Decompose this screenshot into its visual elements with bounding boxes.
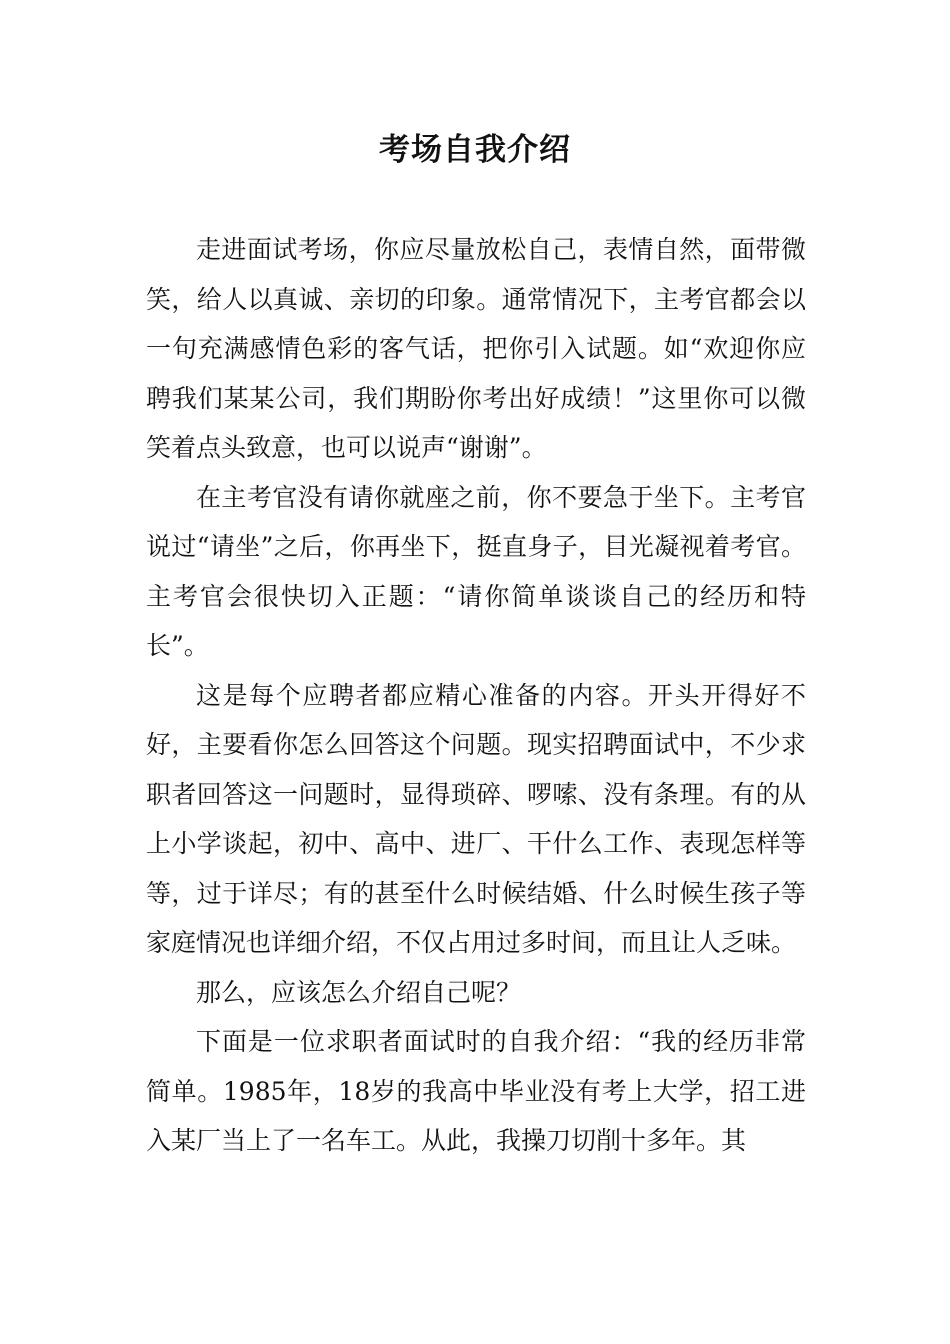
paragraph: 走进面试考场，你应尽量放松自己，表情自然，面带微笑，给人以真诚、亲切的印象。通常情况下，主考官都会以一句充满感情色彩的客气话，把你引入试题。如“欢迎你应聘我们某某公司，我们期盼你考出好成绩！”这里你可以微笑着点头致意，也可以说声“谢谢”。 bbox=[146, 235, 806, 462]
document-body bbox=[146, 225, 806, 1166]
paragraph: 那么，应该怎么介绍自己呢？ bbox=[196, 977, 522, 1007]
paragraph: 下面是一位求职者面试时的自我介绍：“我的经历非常简单。1985年，18岁的我高中毕业没有考上大学，招工进入某厂当上了一名车工。从此，我操刀切削十多年。其 bbox=[146, 1027, 806, 1155]
paragraph: 在主考官没有请你就座之前，你不要急于坐下。主考官说过“请坐”之后，你再坐下，挺直身子，目光凝视着考官。主考官会很快切入正题：“请你简单谈谈自己的经历和特长”。 bbox=[146, 482, 806, 660]
paragraph: 这是每个应聘者都应精心准备的内容。开头开得好不好，主要看你怎么回答这个问题。现实招聘面试中，不少求职者回答这一问题时，显得琐碎、啰嗦、没有条理。有的从上小学谈起，初中、高中、进厂、干什么工作、表现怎样等等，过于详尽；有的甚至什么时候结婚、什么时候生孩子等家庭情况也详细介绍，不仅占用过多时间，而且让人乏味。 bbox=[146, 680, 806, 957]
document-title: 考场自我介绍 bbox=[379, 132, 571, 168]
